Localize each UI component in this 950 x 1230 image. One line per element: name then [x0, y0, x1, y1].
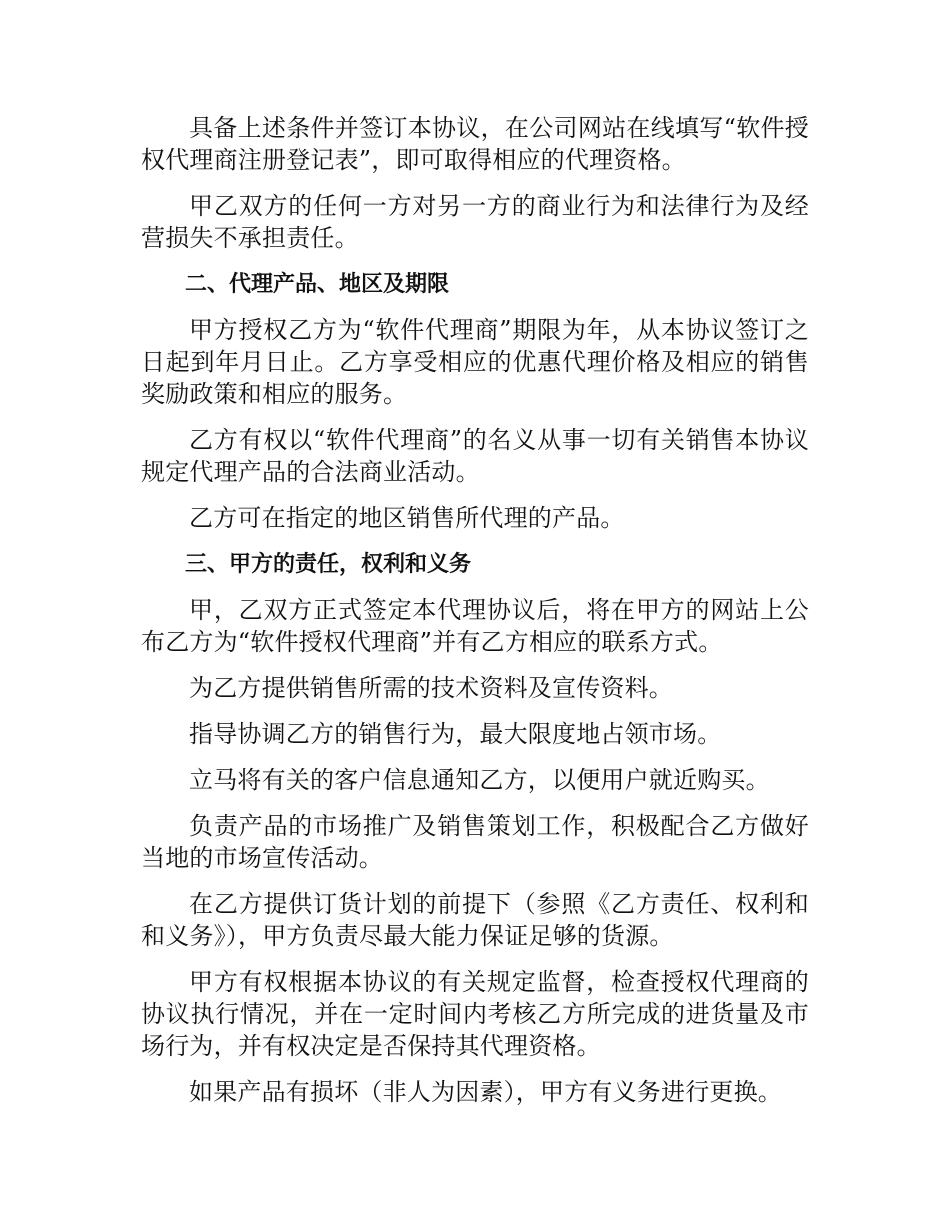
section-heading: 二、代理产品、地区及期限	[185, 271, 450, 297]
paragraph: 甲，乙双方正式签定本代理协议后，将在甲方的网站上公布乙方为“软件授权代理商”并有乙方相应的联系方式。	[141, 596, 809, 656]
paragraph: 甲方有权根据本协议的有关规定监督，检查授权代理商的协议执行情况，并在一定时间内考核乙方所完成的进货量及市场行为，并有权决定是否保持其代理资格。	[141, 968, 809, 1060]
document-page	[141, 112, 809, 1122]
paragraph: 具备上述条件并签订本协议，在公司网站在线填写“软件授权代理商注册登记表”，即可取得相应的代理资格。	[141, 114, 809, 174]
paragraph: 如果产品有损坏（非人为因素），甲方有义务进行更换。	[189, 1078, 782, 1106]
paragraph: 乙方有权以“软件代理商”的名义从事一切有关销售本协议规定代理产品的合法商业活动。	[141, 426, 809, 486]
paragraph: 甲方授权乙方为“软件代理商”期限为年，从本协议签订之日起到年月日止。乙方享受相应的优惠代理价格及相应的销售奖励政策和相应的服务。	[141, 316, 809, 408]
paragraph: 甲乙双方的任何一方对另一方的商业行为和法律行为及经营损失不承担责任。	[141, 192, 809, 252]
paragraph: 为乙方提供销售所需的技术资料及宣传资料。	[189, 674, 673, 702]
paragraph: 负责产品的市场推广及销售策划工作，积极配合乙方做好当地的市场宣传活动。	[141, 812, 809, 872]
section-heading: 三、甲方的责任，权利和义务	[185, 551, 472, 577]
paragraph: 乙方可在指定的地区销售所代理的产品。	[189, 504, 625, 532]
paragraph: 立马将有关的客户信息通知乙方，以便用户就近购买。	[189, 766, 770, 794]
paragraph: 指导协调乙方的销售行为，最大限度地占领市场。	[189, 720, 722, 748]
paragraph: 在乙方提供订货计划的前提下（参照《乙方责任、权利和和义务》），甲方负责尽最大能力保证足够的货源。	[141, 890, 809, 950]
